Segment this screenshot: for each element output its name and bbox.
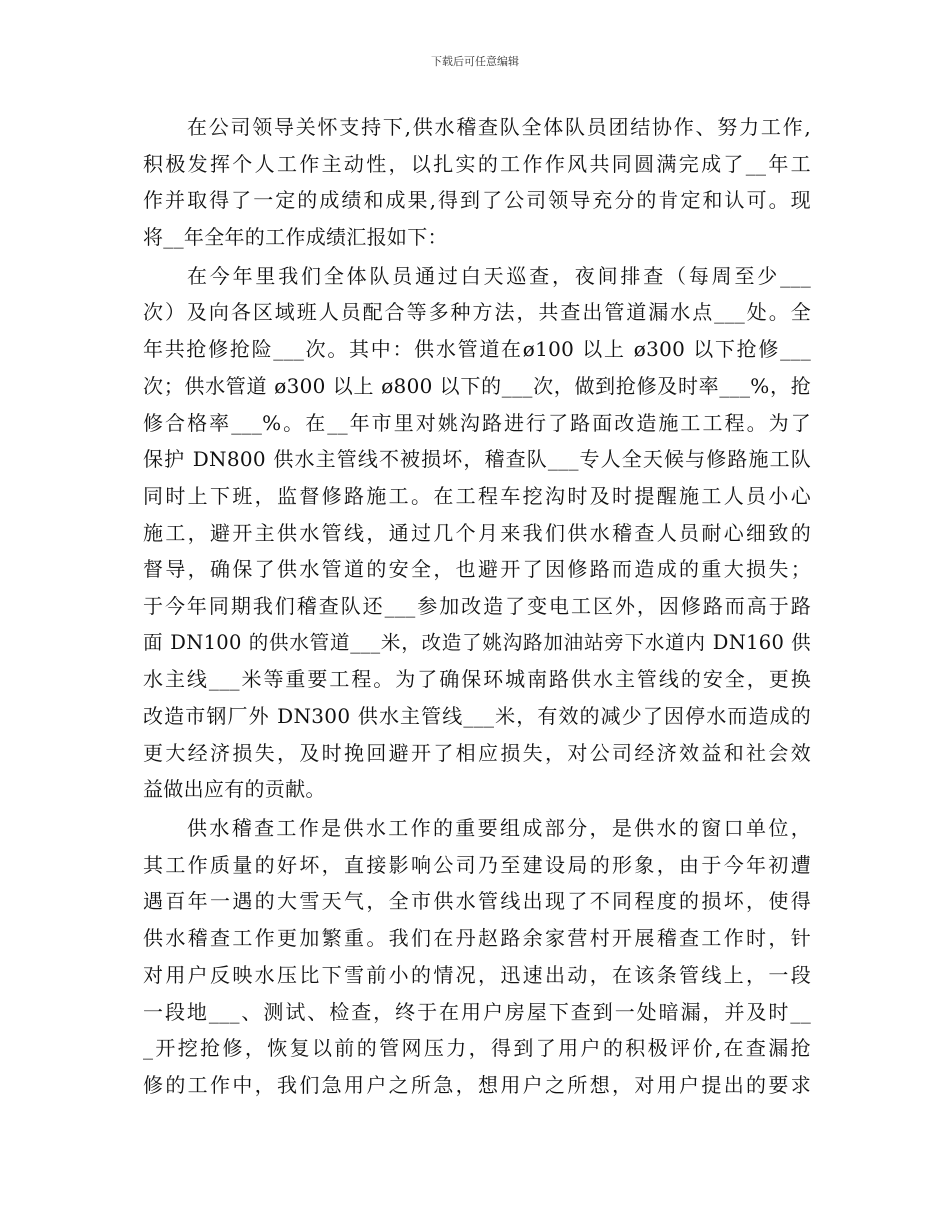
- text-line: 益做出应有的贡献。: [143, 777, 326, 802]
- page-header-note: 下载后可任意编辑: [431, 55, 519, 68]
- text-line: 面 DN100 的供水管道___米，改造了姚沟路加油站旁下水道内 DN160 供: [143, 630, 811, 654]
- paragraph-2: [143, 258, 811, 808]
- text-line: 于今年同期我们稽查队还___参加改造了变电工区外，因修路而高于路: [143, 593, 811, 618]
- text-line: 水主线___米等重要工程。为了确保环城南路供水主管线的安全，更换: [143, 667, 811, 692]
- text-line: _开挖抢修，恢复以前的管网压力，得到了用户的积极评价,在查漏抢: [143, 1036, 811, 1061]
- text-line: 作并取得了一定的成绩和成果,得到了公司领导充分的肯定和认可。现: [143, 188, 811, 213]
- text-line: 更大经济损失，及时挽回避开了相应损失，对公司经济效益和社会效: [143, 740, 811, 765]
- text-line: 供水稽查工作是供水工作的重要组成部分，是供水的窗口单位，: [187, 816, 811, 841]
- text-line: 年共抢修抢险___次。其中：供水管道在ø100 以上 ø300 以下抢修___: [143, 337, 811, 362]
- text-line: 在今年里我们全体队员通过白天巡查，夜间排查（每周至少___: [187, 263, 811, 288]
- text-line: 保护 DN800 供水主管线不被损坏，稽查队___专人全天候与修路施工队: [143, 447, 811, 472]
- paragraph-3: [143, 810, 811, 1104]
- paragraph-1: [143, 109, 811, 256]
- text-line: 一段地___、测试、检查，终于在用户房屋下查到一处暗漏，并及时__: [143, 999, 811, 1024]
- text-line: 积极发挥个人工作主动性，以扎实的工作作风共同圆满完成了__年工: [143, 151, 811, 176]
- text-line: 次；供水管道 ø300 以上 ø800 以下的___次，做到抢修及时率___%，抢: [143, 373, 811, 398]
- text-line: 供水稽查工作更加繁重。我们在丹赵路余家营村开展稽查工作时，针: [143, 926, 811, 951]
- text-line: 次）及向各区域班人员配合等多种方法，共查出管道漏水点___处。全: [143, 300, 811, 325]
- text-line: 其工作质量的好坏，直接影响公司乃至建设局的形象，由于今年初遭: [143, 852, 811, 877]
- text-line: 督导，确保了供水管道的安全，也避开了因修路而造成的重大损失；: [143, 557, 811, 582]
- text-line: 将__年全年的工作成绩汇报如下：: [143, 225, 448, 250]
- text-line: 对用户反映水压比下雪前小的情况，迅速出动，在该条管线上，一段: [143, 962, 811, 987]
- text-line: 修合格率___%。在__年市里对姚沟路进行了路面改造施工工程。为了: [143, 410, 811, 435]
- document-body: [143, 109, 811, 1104]
- text-line: 遇百年一遇的大雪天气，全市供水管线出现了不同程度的损坏，使得: [143, 889, 811, 914]
- text-line: 改造市钢厂外 DN300 供水主管线___米，有效的减少了因停水而造成的: [143, 704, 811, 728]
- text-line: 在公司领导关怀支持下,供水稽查队全体队员团结协作、努力工作,: [187, 115, 811, 139]
- text-line: 同时上下班，监督修路施工。在工程车挖沟时及时提醒施工人员小心: [143, 483, 811, 508]
- text-line: 施工，避开主供水管线，通过几个月来我们供水稽查人员耐心细致的: [143, 520, 811, 545]
- text-line: 修的工作中，我们急用户之所急，想用户之所想，对用户提出的要求: [143, 1072, 811, 1097]
